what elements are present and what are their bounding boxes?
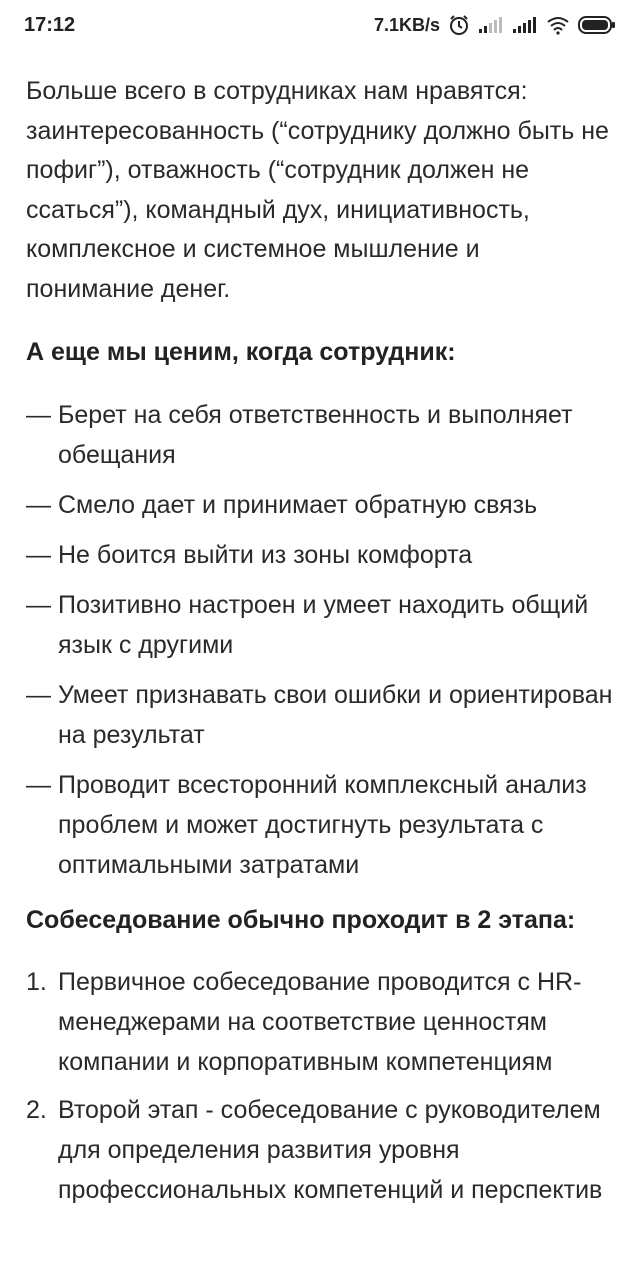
signal-icon [512,16,538,34]
list-item-text: Проводит всесторонний комплексный анализ проблем и может достигнуть результата с оптимальными затратами [58,770,587,879]
list-item-text: Первичное собеседование проводится с HR-менеджерами на соответствие ценностям компании и корпоративным компетенциям [58,968,582,1076]
net-speed: 7.1KB/s [373,14,440,35]
signal-icon [478,16,504,34]
list-item-text: Умеет признавать свои ошибки и ориентирован на результат [58,680,613,749]
values-heading: А еще мы ценим, когда сотрудник: [26,338,456,366]
interview-heading: Собеседование обычно проходит в 2 этапа: [26,905,576,934]
interview-steps-list [26,962,614,1210]
list-item [26,535,614,575]
status-icons [374,14,616,36]
list-item [26,1090,614,1210]
status-time: 17:12 [24,13,76,36]
dash-marker: — [26,590,51,619]
list-item-text: Позитивно настроен и умеет находить общий язык с другими [58,590,589,659]
dash-marker: — [26,680,51,709]
step-number: 1. [26,968,47,996]
list-item [26,765,614,885]
wifi-icon [546,15,570,35]
list-item [26,485,614,525]
list-item-text: Берет на себя ответственность и выполняет обещания [58,400,573,469]
list-item [26,962,614,1082]
dash-marker: — [26,770,51,799]
list-item-text: Второй этап - собеседование с руководителем для определения развития уровня профессиональных компетенций и перспектив [58,1096,603,1204]
values-list [26,395,614,885]
status-bar [0,0,640,50]
dash-marker: — [26,540,51,569]
list-item-text: Не боится выйти из зоны комфорта [58,540,473,569]
dash-marker: — [26,490,51,519]
step-number: 2. [26,1096,47,1124]
article-content [26,72,614,1218]
list-item [26,675,614,755]
list-item [26,585,614,665]
intro-paragraph: Больше всего в сотрудниках нам нравятся: заинтересованность (“сотруднику должно быть не пофиг”), отважность (“сотрудник должен не ссаться”), командный дух, инициативность, комплексное и системное мышление и понимание денег. [26,77,609,303]
list-item [26,395,614,475]
battery-icon [578,15,616,35]
dash-marker: — [26,400,51,429]
alarm-icon [448,14,470,36]
list-item-text: Смело дает и принимает обратную связь [58,490,538,519]
